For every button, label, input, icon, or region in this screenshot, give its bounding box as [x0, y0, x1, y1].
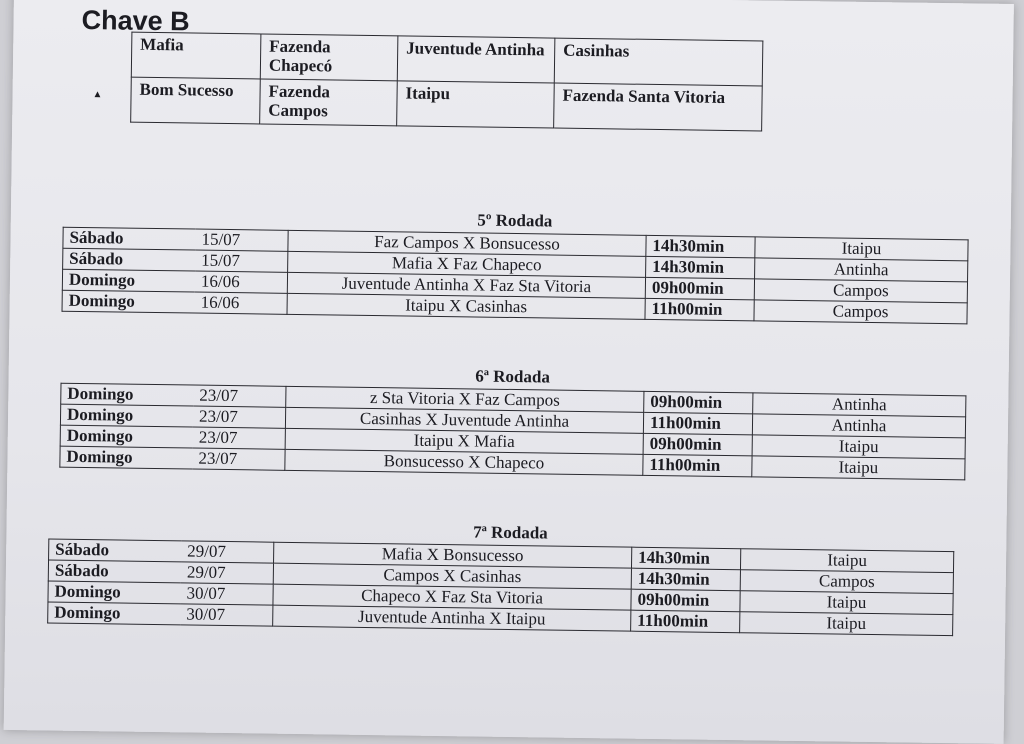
match-cell: Itaipu X Mafia [285, 428, 643, 454]
group-table [130, 32, 763, 132]
day-cell: Domingo [60, 446, 193, 469]
place-cell: Itaipu [755, 237, 968, 261]
place-cell: Itaipu [740, 612, 953, 636]
group-cell: Mafia [131, 32, 261, 79]
match-cell: Juventude Antinha X Faz Sta Vitoria [287, 272, 645, 298]
group-cell: Casinhas [554, 38, 763, 86]
round-table [47, 539, 954, 637]
match-cell: Casinhas X Juventude Antinha [285, 407, 643, 433]
date-cell: 30/07 [180, 604, 273, 626]
page-title: Chave B [81, 4, 190, 37]
place-cell: Antinha [752, 414, 965, 438]
round-table [62, 227, 969, 325]
match-cell: Itaipu X Casinhas [287, 293, 645, 319]
group-cell: Juventude Antinha [397, 36, 555, 83]
day-cell: Sábado [63, 227, 196, 250]
group-cell: Itaipu [397, 81, 555, 128]
day-cell: Domingo [60, 425, 193, 448]
match-cell: Faz Campos X Bonsucesso [288, 230, 646, 256]
time-cell: 14h30min [631, 547, 740, 570]
date-cell: 29/07 [181, 541, 274, 563]
round-title: 7ª Rodada [473, 522, 548, 543]
date-cell: 29/07 [181, 562, 274, 584]
document-page [4, 0, 1014, 744]
day-cell: Sábado [49, 539, 182, 562]
place-cell: Itaipu [740, 591, 953, 615]
place-cell: Antinha [755, 258, 968, 282]
place-cell: Campos [740, 570, 953, 594]
group-cell: Fazenda Chapecó [260, 34, 398, 81]
time-cell: 09h00min [643, 433, 752, 456]
time-cell: 14h30min [631, 568, 740, 591]
date-cell: 15/07 [195, 250, 288, 272]
date-cell: 16/06 [195, 271, 288, 293]
time-cell: 09h00min [631, 589, 740, 612]
date-cell: 23/07 [192, 448, 285, 470]
round-table [59, 383, 966, 481]
day-cell: Sábado [63, 248, 196, 271]
group-row [131, 77, 763, 131]
round-title: 6ª Rodada [475, 366, 551, 387]
place-cell: Antinha [753, 393, 966, 417]
match-cell: Juventude Antinha X Itaipu [273, 605, 631, 631]
time-cell: 11h00min [643, 454, 752, 477]
place-cell: Itaipu [752, 456, 965, 480]
day-cell: Domingo [60, 404, 193, 427]
group-cell: Fazenda Santa Vitoria [554, 83, 763, 131]
date-cell: 23/07 [193, 406, 286, 428]
match-cell: Bonsucesso X Chapeco [285, 449, 643, 475]
date-cell: 23/07 [193, 427, 286, 449]
match-cell: z Sta Vitoria X Faz Campos [286, 386, 644, 412]
day-cell: Sábado [48, 560, 181, 583]
match-cell: Mafia X Faz Chapeco [288, 251, 646, 277]
match-cell: Campos X Casinhas [273, 563, 631, 589]
time-cell: 11h00min [643, 412, 752, 435]
match-cell: Mafia X Bonsucesso [274, 542, 632, 568]
day-cell: Domingo [48, 602, 181, 625]
bullet-mark: ▲ [92, 89, 103, 101]
time-cell: 11h00min [631, 610, 740, 633]
group-cell: Bom Sucesso [131, 77, 261, 124]
date-cell: 23/07 [193, 385, 286, 407]
place-cell: Campos [754, 300, 967, 324]
place-cell: Itaipu [740, 549, 953, 573]
place-cell: Campos [754, 279, 967, 303]
date-cell: 30/07 [180, 583, 273, 605]
group-cell: Fazenda Campos [260, 79, 398, 126]
day-cell: Domingo [61, 383, 194, 406]
time-cell: 14h30min [646, 235, 755, 258]
time-cell: 11h00min [645, 298, 754, 321]
time-cell: 09h00min [644, 391, 753, 414]
place-cell: Itaipu [752, 435, 965, 459]
day-cell: Domingo [62, 269, 195, 292]
day-cell: Domingo [62, 290, 195, 313]
match-cell: Chapeco X Faz Sta Vitoria [273, 584, 631, 610]
time-cell: 09h00min [645, 277, 754, 300]
day-cell: Domingo [48, 581, 181, 604]
date-cell: 15/07 [195, 229, 288, 251]
date-cell: 16/06 [195, 292, 288, 314]
time-cell: 14h30min [646, 256, 755, 279]
round-title: 5º Rodada [477, 210, 553, 231]
